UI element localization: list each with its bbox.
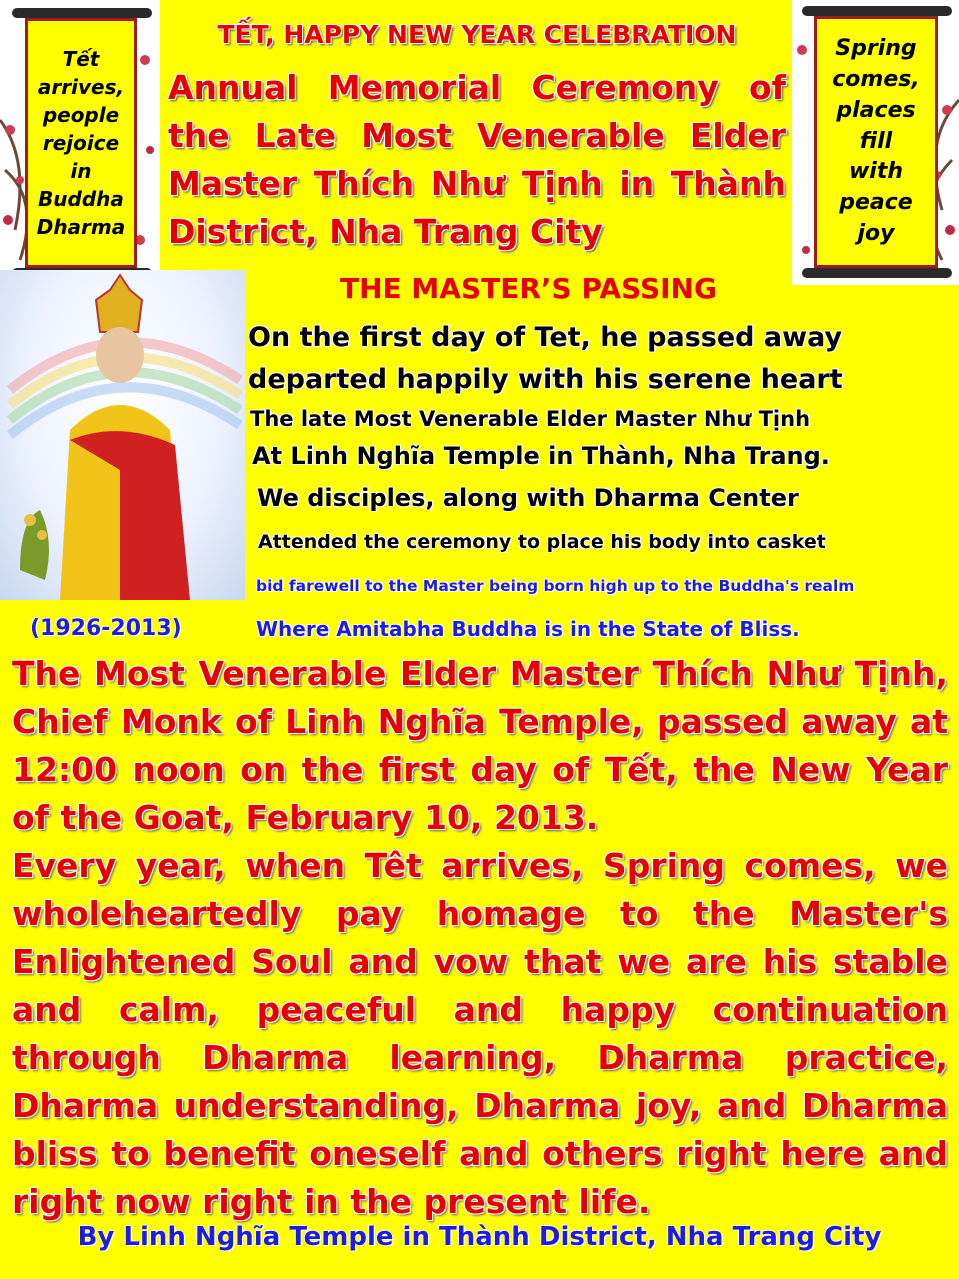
- scroll-top-rod: [12, 8, 152, 18]
- right-scroll-paper: [814, 16, 938, 268]
- left-scroll-text: Tết arrives, people rejoice in Buddha Dharma: [36, 47, 126, 239]
- passing-title: THE MASTER’S PASSING: [340, 272, 717, 305]
- master-portrait: [0, 270, 245, 600]
- poem-line-4: At Linh Nghĩa Temple in Thành, Nha Trang.: [252, 442, 830, 470]
- body-paragraph-1: The Most Venerable Elder Master Thích Như Tịnh, Chief Monk of Linh Nghĩa Temple, passed away at 12:00 noon on the first day of Tết, the New Year of the Goat, February 10, 2013.: [12, 654, 948, 837]
- scroll-top-rod: [802, 6, 952, 16]
- life-years: (1926-2013): [30, 616, 182, 641]
- footer-signature: By Linh Nghĩa Temple in Thành District, Nha Trang City: [77, 1222, 882, 1252]
- right-scroll: [792, 0, 959, 285]
- scroll-bottom-rod: [802, 268, 952, 278]
- poem-line-2: departed happily with his serene heart: [248, 364, 843, 395]
- top-heading: TẾT, HAPPY NEW YEAR CELEBRATION: [217, 20, 737, 49]
- body-text: [12, 650, 948, 1226]
- poem-line-5: We disciples, along with Dharma Center: [257, 484, 799, 512]
- left-scroll: [0, 0, 160, 285]
- right-scroll-text: Spring comes, places fill with peace joy: [832, 36, 920, 246]
- poem-line-1: On the first day of Tet, he passed away: [248, 322, 843, 353]
- main-title: Annual Memorial Ceremony of the Late Most Venerable Elder Master Thích Như Tịnh in Thành District, Nha Trang City: [168, 68, 786, 251]
- poem-line-7: bid farewell to the Master being born high up to the Buddha's realm: [256, 577, 855, 595]
- left-scroll-paper: [25, 18, 137, 268]
- poem-line-6: Attended the ceremony to place his body into casket: [258, 531, 826, 553]
- body-paragraph-2: Every year, when Têt arrives, Spring comes, we wholeheartedly pay homage to the Master's Enlightened Soul and vow that we are his stable and calm, peaceful and happy continuation through Dharma learning, Dharma practice, Dharma understanding, Dharma joy, and Dharma bliss to benefit oneself and others right here and right now right in the present life.: [12, 846, 948, 1221]
- poem-line-8: Where Amitabha Buddha is in the State of Bliss.: [256, 617, 800, 641]
- poem-line-3: The late Most Venerable Elder Master Như Tịnh: [250, 407, 811, 431]
- master-portrait-icon: [0, 270, 245, 600]
